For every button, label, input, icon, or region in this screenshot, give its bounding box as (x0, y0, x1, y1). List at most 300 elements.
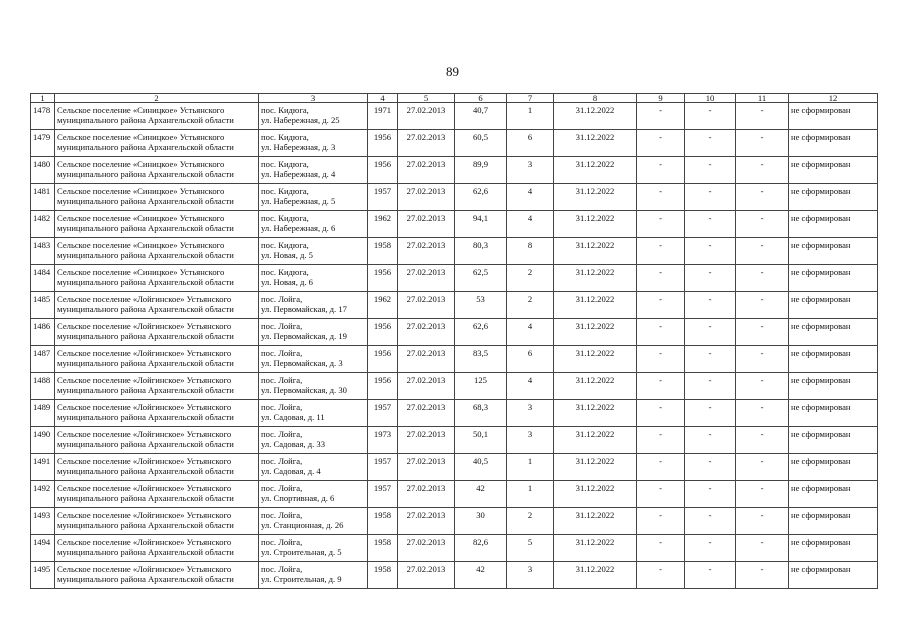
status-cell: не сформирован (789, 184, 878, 211)
date-cell: 27.02.2013 (398, 130, 455, 157)
area-cell: 125 (455, 373, 507, 400)
municipality-line: Сельское поселение «Лойгинское» Устьянского (57, 482, 232, 493)
count-cell: 4 (507, 211, 554, 238)
deadline-cell: 31.12.2022 (554, 265, 637, 292)
col11-cell: - (736, 373, 789, 400)
column-number: 7 (507, 94, 554, 103)
row-number: 1478 (31, 103, 55, 130)
row-number: 1494 (31, 535, 55, 562)
col9-cell: - (637, 211, 685, 238)
year-cell: 1958 (368, 535, 398, 562)
col10-cell: - (685, 400, 736, 427)
col11-cell: - (736, 211, 789, 238)
address-line: пос. Лойга, (261, 347, 303, 358)
table-row (31, 292, 878, 319)
col10-cell: - (685, 562, 736, 589)
area-cell: 62,5 (455, 265, 507, 292)
date-cell: 27.02.2013 (398, 184, 455, 211)
table-row (31, 535, 878, 562)
col9-cell: - (637, 508, 685, 535)
area-cell: 30 (455, 508, 507, 535)
area-cell: 62,6 (455, 319, 507, 346)
row-number: 1495 (31, 562, 55, 589)
address-line: ул. Новая, д. 5 (261, 249, 313, 260)
deadline-cell: 31.12.2022 (554, 184, 637, 211)
col11-cell: - (736, 130, 789, 157)
municipality-cell (55, 103, 259, 130)
status-cell: не сформирован (789, 400, 878, 427)
row-number: 1487 (31, 346, 55, 373)
address-line: ул. Набережная, д. 6 (261, 222, 336, 233)
row-number: 1490 (31, 427, 55, 454)
col11-cell: - (736, 292, 789, 319)
municipality-cell (55, 346, 259, 373)
column-number: 4 (368, 94, 398, 103)
address-cell (259, 130, 368, 157)
column-number: 11 (736, 94, 789, 103)
col10-cell: - (685, 454, 736, 481)
address-cell (259, 103, 368, 130)
address-line: пос. Лойга, (261, 509, 303, 520)
address-cell (259, 481, 368, 508)
municipality-line: муниципального района Архангельской области (57, 168, 234, 179)
municipality-line: муниципального района Архангельской области (57, 249, 234, 260)
municipality-line: Сельское поселение «Синицкое» Устьянского (57, 158, 225, 169)
deadline-cell: 31.12.2022 (554, 157, 637, 184)
col9-cell: - (637, 373, 685, 400)
year-cell: 1962 (368, 211, 398, 238)
column-number: 10 (685, 94, 736, 103)
row-number: 1488 (31, 373, 55, 400)
col10-cell: - (685, 157, 736, 184)
address-cell (259, 319, 368, 346)
row-number: 1485 (31, 292, 55, 319)
address-line: ул. Первомайская, д. 19 (261, 330, 347, 341)
count-cell: 6 (507, 130, 554, 157)
deadline-cell: 31.12.2022 (554, 103, 637, 130)
count-cell: 6 (507, 346, 554, 373)
address-cell (259, 427, 368, 454)
municipality-cell (55, 157, 259, 184)
municipality-line: муниципального района Архангельской области (57, 195, 234, 206)
address-line: ул. Садовая, д. 4 (261, 465, 321, 476)
status-cell: не сформирован (789, 373, 878, 400)
municipality-cell (55, 481, 259, 508)
status-cell: не сформирован (789, 130, 878, 157)
column-number: 9 (637, 94, 685, 103)
address-cell (259, 211, 368, 238)
municipality-line: муниципального района Архангельской области (57, 303, 234, 314)
municipality-line: Сельское поселение «Лойгинское» Устьянского (57, 347, 232, 358)
column-number: 2 (55, 94, 259, 103)
col10-cell: - (685, 535, 736, 562)
deadline-cell: 31.12.2022 (554, 454, 637, 481)
col10-cell: - (685, 319, 736, 346)
year-cell: 1962 (368, 292, 398, 319)
address-line: ул. Строительная, д. 5 (261, 546, 342, 557)
count-cell: 8 (507, 238, 554, 265)
year-cell: 1973 (368, 427, 398, 454)
year-cell: 1957 (368, 400, 398, 427)
year-cell: 1956 (368, 319, 398, 346)
row-number: 1482 (31, 211, 55, 238)
municipality-line: Сельское поселение «Лойгинское» Устьянского (57, 374, 232, 385)
address-line: ул. Набережная, д. 25 (261, 114, 340, 125)
table-row (31, 211, 878, 238)
registry-table (30, 93, 878, 589)
date-cell: 27.02.2013 (398, 103, 455, 130)
col11-cell: - (736, 535, 789, 562)
table-row (31, 454, 878, 481)
address-line: пос. Кидюга, (261, 185, 309, 196)
year-cell: 1958 (368, 238, 398, 265)
count-cell: 4 (507, 319, 554, 346)
municipality-cell (55, 508, 259, 535)
address-line: ул. Садовая, д. 33 (261, 438, 325, 449)
address-line: пос. Кидюга, (261, 104, 309, 115)
table-row (31, 562, 878, 589)
status-cell: не сформирован (789, 481, 878, 508)
column-number: 6 (455, 94, 507, 103)
municipality-cell (55, 184, 259, 211)
address-cell (259, 184, 368, 211)
col10-cell: - (685, 238, 736, 265)
municipality-line: Сельское поселение «Лойгинское» Устьянского (57, 428, 232, 439)
status-cell: не сформирован (789, 238, 878, 265)
municipality-line: муниципального района Архангельской области (57, 465, 234, 476)
municipality-line: Сельское поселение «Лойгинское» Устьянского (57, 563, 232, 574)
year-cell: 1956 (368, 373, 398, 400)
address-line: ул. Первомайская, д. 30 (261, 384, 347, 395)
municipality-cell (55, 535, 259, 562)
deadline-cell: 31.12.2022 (554, 562, 637, 589)
status-cell: не сформирован (789, 346, 878, 373)
address-line: пос. Лойга, (261, 293, 303, 304)
col10-cell: - (685, 103, 736, 130)
address-cell (259, 508, 368, 535)
col9-cell: - (637, 184, 685, 211)
col11-cell: - (736, 481, 789, 508)
area-cell: 60,5 (455, 130, 507, 157)
col9-cell: - (637, 535, 685, 562)
area-cell: 82,6 (455, 535, 507, 562)
address-line: ул. Спортивная, д. 6 (261, 492, 335, 503)
municipality-cell (55, 211, 259, 238)
status-cell: не сформирован (789, 535, 878, 562)
deadline-cell: 31.12.2022 (554, 319, 637, 346)
count-cell: 1 (507, 103, 554, 130)
date-cell: 27.02.2013 (398, 508, 455, 535)
table-row (31, 103, 878, 130)
table-row (31, 373, 878, 400)
table-row (31, 130, 878, 157)
municipality-cell (55, 292, 259, 319)
address-cell (259, 346, 368, 373)
deadline-cell: 31.12.2022 (554, 292, 637, 319)
col11-cell: - (736, 427, 789, 454)
year-cell: 1957 (368, 454, 398, 481)
municipality-cell (55, 373, 259, 400)
deadline-cell: 31.12.2022 (554, 481, 637, 508)
address-cell (259, 292, 368, 319)
area-cell: 62,6 (455, 184, 507, 211)
col11-cell: - (736, 157, 789, 184)
col9-cell: - (637, 400, 685, 427)
row-number: 1486 (31, 319, 55, 346)
area-cell: 40,5 (455, 454, 507, 481)
area-cell: 89,9 (455, 157, 507, 184)
count-cell: 2 (507, 265, 554, 292)
municipality-line: муниципального района Архангельской области (57, 222, 234, 233)
col11-cell: - (736, 562, 789, 589)
address-cell (259, 400, 368, 427)
municipality-line: Сельское поселение «Синицкое» Устьянского (57, 185, 225, 196)
col11-cell: - (736, 346, 789, 373)
municipality-line: Сельское поселение «Синицкое» Устьянского (57, 239, 225, 250)
address-line: пос. Кидюга, (261, 266, 309, 277)
date-cell: 27.02.2013 (398, 562, 455, 589)
address-cell (259, 157, 368, 184)
col9-cell: - (637, 238, 685, 265)
municipality-line: Сельское поселение «Лойгинское» Устьянского (57, 509, 232, 520)
count-cell: 1 (507, 454, 554, 481)
municipality-line: Сельское поселение «Лойгинское» Устьянского (57, 455, 232, 466)
municipality-line: муниципального района Архангельской области (57, 573, 234, 584)
year-cell: 1956 (368, 157, 398, 184)
table-row (31, 319, 878, 346)
column-number: 5 (398, 94, 455, 103)
date-cell: 27.02.2013 (398, 373, 455, 400)
deadline-cell: 31.12.2022 (554, 373, 637, 400)
area-cell: 40,7 (455, 103, 507, 130)
status-cell: не сформирован (789, 319, 878, 346)
deadline-cell: 31.12.2022 (554, 427, 637, 454)
municipality-line: муниципального района Архангельской области (57, 519, 234, 530)
municipality-line: Сельское поселение «Синицкое» Устьянского (57, 212, 225, 223)
municipality-cell (55, 400, 259, 427)
address-line: ул. Набережная, д. 3 (261, 141, 336, 152)
col9-cell: - (637, 319, 685, 346)
date-cell: 27.02.2013 (398, 427, 455, 454)
row-number: 1480 (31, 157, 55, 184)
year-cell: 1958 (368, 508, 398, 535)
table-row (31, 238, 878, 265)
address-line: ул. Первомайская, д. 17 (261, 303, 347, 314)
area-cell: 68,3 (455, 400, 507, 427)
address-line: ул. Строительная, д. 9 (261, 573, 342, 584)
year-cell: 1958 (368, 562, 398, 589)
deadline-cell: 31.12.2022 (554, 130, 637, 157)
address-cell (259, 535, 368, 562)
date-cell: 27.02.2013 (398, 535, 455, 562)
area-cell: 42 (455, 562, 507, 589)
col11-cell: - (736, 265, 789, 292)
count-cell: 4 (507, 373, 554, 400)
date-cell: 27.02.2013 (398, 481, 455, 508)
row-number: 1484 (31, 265, 55, 292)
deadline-cell: 31.12.2022 (554, 211, 637, 238)
municipality-line: Сельское поселение «Синицкое» Устьянского (57, 104, 225, 115)
address-line: пос. Лойга, (261, 536, 303, 547)
column-number: 8 (554, 94, 637, 103)
col11-cell: - (736, 238, 789, 265)
address-line: пос. Кидюга, (261, 158, 309, 169)
year-cell: 1957 (368, 481, 398, 508)
col10-cell: - (685, 211, 736, 238)
address-line: пос. Кидюга, (261, 239, 309, 250)
address-cell (259, 562, 368, 589)
table-row (31, 508, 878, 535)
address-cell (259, 238, 368, 265)
table-row (31, 157, 878, 184)
table-row (31, 346, 878, 373)
date-cell: 27.02.2013 (398, 319, 455, 346)
status-cell: не сформирован (789, 508, 878, 535)
col11-cell: - (736, 103, 789, 130)
municipality-cell (55, 238, 259, 265)
address-line: ул. Первомайская, д. 3 (261, 357, 343, 368)
deadline-cell: 31.12.2022 (554, 508, 637, 535)
municipality-line: муниципального района Архангельской области (57, 384, 234, 395)
status-cell: не сформирован (789, 562, 878, 589)
count-cell: 1 (507, 481, 554, 508)
deadline-cell: 31.12.2022 (554, 238, 637, 265)
status-cell: не сформирован (789, 427, 878, 454)
address-line: пос. Кидюга, (261, 131, 309, 142)
col11-cell: - (736, 184, 789, 211)
municipality-line: Сельское поселение «Синицкое» Устьянского (57, 266, 225, 277)
status-cell: не сформирован (789, 103, 878, 130)
municipality-cell (55, 319, 259, 346)
date-cell: 27.02.2013 (398, 157, 455, 184)
col9-cell: - (637, 427, 685, 454)
municipality-line: муниципального района Архангельской области (57, 141, 234, 152)
municipality-cell (55, 454, 259, 481)
deadline-cell: 31.12.2022 (554, 346, 637, 373)
date-cell: 27.02.2013 (398, 346, 455, 373)
col10-cell: - (685, 427, 736, 454)
municipality-line: Сельское поселение «Лойгинское» Устьянского (57, 320, 232, 331)
count-cell: 3 (507, 427, 554, 454)
area-cell: 50,1 (455, 427, 507, 454)
municipality-line: муниципального района Архангельской области (57, 546, 234, 557)
municipality-line: муниципального района Архангельской области (57, 411, 234, 422)
municipality-line: Сельское поселение «Лойгинское» Устьянского (57, 536, 232, 547)
date-cell: 27.02.2013 (398, 211, 455, 238)
col10-cell: - (685, 346, 736, 373)
municipality-line: Сельское поселение «Лойгинское» Устьянского (57, 293, 232, 304)
municipality-line: муниципального района Архангельской области (57, 114, 234, 125)
row-number: 1483 (31, 238, 55, 265)
address-line: ул. Новая, д. 6 (261, 276, 313, 287)
col10-cell: - (685, 373, 736, 400)
status-cell: не сформирован (789, 292, 878, 319)
address-line: ул. Садовая, д. 11 (261, 411, 325, 422)
table-row (31, 427, 878, 454)
date-cell: 27.02.2013 (398, 265, 455, 292)
address-line: пос. Лойга, (261, 563, 303, 574)
row-number: 1479 (31, 130, 55, 157)
col10-cell: - (685, 481, 736, 508)
area-cell: 80,3 (455, 238, 507, 265)
col9-cell: - (637, 454, 685, 481)
municipality-line: муниципального района Архангельской области (57, 276, 234, 287)
municipality-line: муниципального района Архангельской области (57, 438, 234, 449)
area-cell: 94,1 (455, 211, 507, 238)
col9-cell: - (637, 292, 685, 319)
col9-cell: - (637, 562, 685, 589)
address-cell (259, 373, 368, 400)
col10-cell: - (685, 130, 736, 157)
col10-cell: - (685, 508, 736, 535)
municipality-cell (55, 265, 259, 292)
count-cell: 3 (507, 157, 554, 184)
row-number: 1491 (31, 454, 55, 481)
date-cell: 27.02.2013 (398, 238, 455, 265)
municipality-line: муниципального района Архангельской области (57, 330, 234, 341)
column-number: 12 (789, 94, 878, 103)
col11-cell: - (736, 400, 789, 427)
date-cell: 27.02.2013 (398, 454, 455, 481)
col9-cell: - (637, 265, 685, 292)
municipality-line: муниципального района Архангельской области (57, 492, 234, 503)
address-cell (259, 454, 368, 481)
year-cell: 1956 (368, 265, 398, 292)
year-cell: 1971 (368, 103, 398, 130)
column-number: 1 (31, 94, 55, 103)
table-row (31, 400, 878, 427)
municipality-line: Сельское поселение «Лойгинское» Устьянского (57, 401, 232, 412)
address-line: пос. Кидюга, (261, 212, 309, 223)
col9-cell: - (637, 103, 685, 130)
count-cell: 3 (507, 562, 554, 589)
status-cell: не сформирован (789, 157, 878, 184)
col11-cell: - (736, 319, 789, 346)
col11-cell: - (736, 508, 789, 535)
address-cell (259, 265, 368, 292)
status-cell: не сформирован (789, 454, 878, 481)
col11-cell: - (736, 454, 789, 481)
table-row (31, 184, 878, 211)
status-cell: не сформирован (789, 265, 878, 292)
address-line: пос. Лойга, (261, 401, 303, 412)
deadline-cell: 31.12.2022 (554, 400, 637, 427)
date-cell: 27.02.2013 (398, 292, 455, 319)
col9-cell: - (637, 346, 685, 373)
address-line: пос. Лойга, (261, 320, 303, 331)
municipality-cell (55, 427, 259, 454)
col10-cell: - (685, 184, 736, 211)
col9-cell: - (637, 130, 685, 157)
municipality-cell (55, 562, 259, 589)
table-row (31, 481, 878, 508)
count-cell: 4 (507, 184, 554, 211)
row-number: 1493 (31, 508, 55, 535)
date-cell: 27.02.2013 (398, 400, 455, 427)
area-cell: 83,5 (455, 346, 507, 373)
column-number: 3 (259, 94, 368, 103)
municipality-line: муниципального района Архангельской области (57, 357, 234, 368)
page-number: 89 (446, 64, 459, 79)
col10-cell: - (685, 292, 736, 319)
col10-cell: - (685, 265, 736, 292)
row-number: 1492 (31, 481, 55, 508)
year-cell: 1957 (368, 184, 398, 211)
count-cell: 2 (507, 292, 554, 319)
deadline-cell: 31.12.2022 (554, 535, 637, 562)
address-line: ул. Станционная, д. 26 (261, 519, 344, 530)
area-cell: 42 (455, 481, 507, 508)
